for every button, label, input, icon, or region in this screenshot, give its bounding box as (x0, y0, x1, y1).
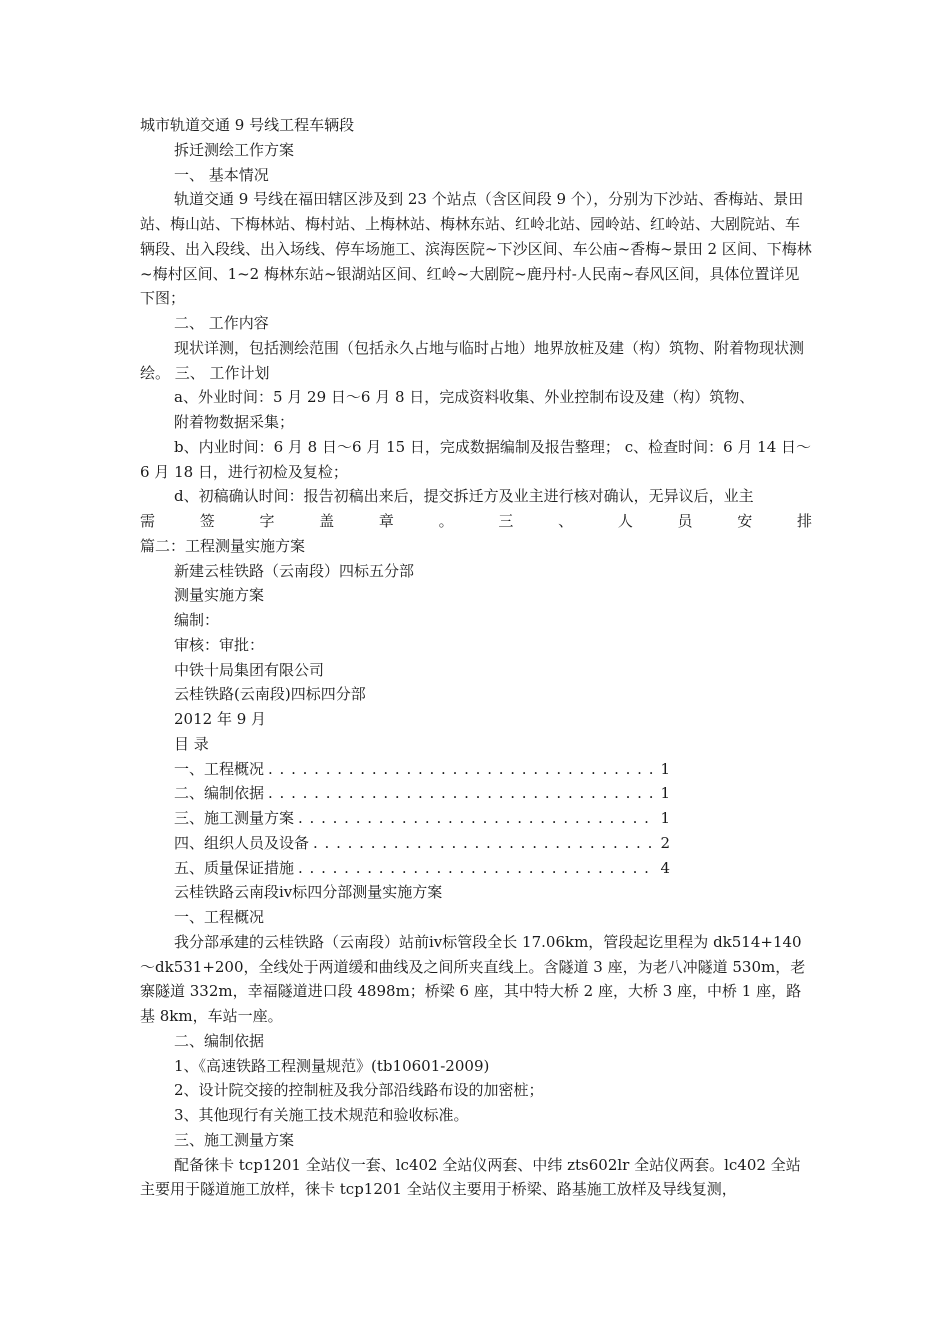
paragraph: 现状详测，包括测绘范围（包括永久占地与临时占地）地界放桩及建（构）筑物、附着物现状测绘。 三、 工作计划 (140, 338, 805, 382)
document-page (140, 113, 812, 1202)
toc-entry (140, 781, 670, 806)
review-label: 审核：审批： (174, 635, 265, 654)
plan-item-a-cont: 附着物数据采集； (174, 413, 295, 431)
toc-page-number: 1 (660, 809, 670, 827)
toc-leader (298, 806, 656, 831)
toc-page-number: 1 (660, 759, 670, 778)
paragraph: 配备徕卡 tcp1201 全站仪一套、lc402 全站仪两套、中纬 zts602lr 全站仪两套。lc402 全站主要用于隧道施工放样，徕卡 tcp1201 全站仪主要用于桥梁、路基施工放样及导线复测， (140, 1155, 801, 1199)
plan-item-d-cont: 需 签 字 盖 章 。 三 、 人 员 安 排 (140, 512, 812, 530)
section-heading: 三、施工测量方案 (174, 1130, 295, 1149)
toc-leader (313, 831, 656, 856)
toc-entry (140, 806, 670, 831)
toc-title: 目 录 (174, 734, 209, 753)
branch-name: 云桂铁路(云南段)四标四分部 (174, 685, 366, 704)
plan-item-b: b、内业时间：6 月 8 日～6 月 15 日，完成数据编制及报告整理； c、检查时间：6 月 14 日～6 月 18 日，进行初检及复检； (140, 437, 812, 481)
toc-leader (268, 781, 656, 806)
toc-page-number: 2 (660, 833, 670, 852)
toc-entry (140, 757, 670, 782)
section-heading: 二、编制依据 (174, 1031, 265, 1050)
part-title: 篇二：工程测量实施方案 (140, 536, 306, 555)
toc-label: 一、工程概况 (174, 759, 265, 778)
project-doc-name: 测量实施方案 (174, 586, 265, 605)
doc-date: 2012 年 9 月 (174, 710, 267, 728)
toc-leader (298, 856, 656, 881)
company-name: 中铁十局集团有限公司 (174, 660, 325, 679)
section-heading: 一、工程概况 (174, 908, 265, 926)
body-title: 云桂铁路云南段iv标四分部测量实施方案 (174, 883, 443, 902)
paragraph: 我分部承建的云桂铁路（云南段）站前iv标管段全长 17.06km，管段起讫里程为 dk514+140～dk531+200，全线处于两道缓和曲线及之间所夹直线上。含隧道 3 座，为老八冲隧道 530m，老寨隧道 332m，幸福隧道进口段 4898m；桥梁 6 座，其中特大桥 2 座，大桥 3 座，中桥 1 座，路基 8km，车站一座。 (140, 932, 806, 1025)
toc-label: 五、质量保证措施 (174, 858, 295, 877)
toc-label: 二、编制依据 (174, 784, 265, 803)
plan-item-a: a、外业时间：5 月 29 日～6 月 8 日，完成资料收集、外业控制布设及建（构）筑物、 (174, 388, 755, 407)
toc-entry (140, 831, 670, 856)
toc-leader (268, 757, 656, 782)
compile-label: 编制： (174, 611, 220, 629)
toc-page-number: 1 (660, 784, 670, 803)
toc-entry (140, 856, 670, 881)
toc-page-number: 4 (660, 858, 670, 877)
toc-label: 三、施工测量方案 (174, 809, 295, 827)
project-name: 新建云桂铁路（云南段）四标五分部 (174, 561, 415, 580)
doc-title: 城市轨道交通 9 号线工程车辆段 (140, 116, 355, 134)
plan-item-d: d、初稿确认时间：报告初稿出来后，提交拆迁方及业主进行核对确认，无异议后，业主 (174, 487, 754, 506)
paragraph: 轨道交通 9 号线在福田辖区涉及到 23 个站点（含区间段 9 个），分别为下沙站、香梅站、景田站、梅山站、下梅林站、梅村站、上梅林站、梅林东站、红岭北站、园岭站、红岭站、大剧院站、车辆段、出入段线、出入场线、停车场施工、滨海医院~下沙区间、车公庙~香梅~景田 2 区间、下梅林~梅村区间、1~2 梅林东站~银湖站区间、红岭~大剧院~鹿丹村-人民南~春风区间，具体位置详见下图； (140, 190, 812, 308)
section-heading: 一、 基本情况 (174, 165, 269, 184)
list-item: 2、设计院交接的控制桩及我分部沿线路布设的加密桩； (174, 1081, 544, 1100)
list-item: 3、其他现行有关施工技术规范和验收标准。 (174, 1106, 469, 1124)
section-heading: 二、 工作内容 (174, 314, 269, 332)
doc-subtitle: 拆迁测绘工作方案 (174, 140, 295, 159)
list-item: 1、《高速铁路工程测量规范》(tb10601-2009) (174, 1056, 490, 1075)
toc-label: 四、组织人员及设备 (174, 833, 310, 852)
